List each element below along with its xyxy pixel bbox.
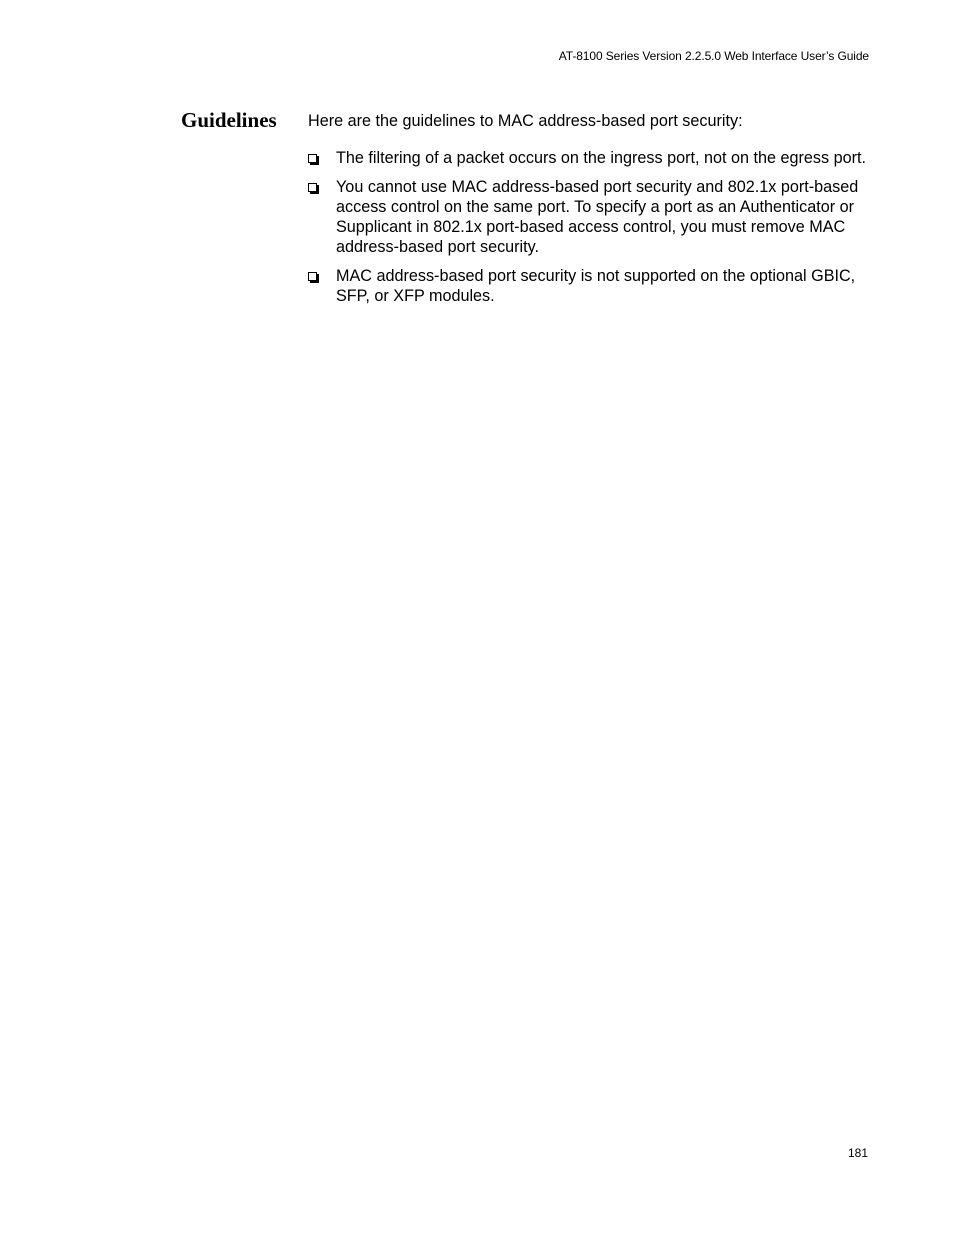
square-bullet-icon bbox=[308, 272, 317, 281]
intro-paragraph: Here are the guidelines to MAC address-based port security: bbox=[308, 112, 743, 130]
list-item-text: The filtering of a packet occurs on the ingress port, not on the egress port. bbox=[336, 149, 866, 168]
list-item-text: MAC address-based port security is not supported on the optional GBIC, SFP, or XFP modules. bbox=[336, 266, 856, 306]
square-bullet-icon bbox=[308, 154, 317, 163]
guidelines-list bbox=[308, 148, 873, 306]
page-number: 181 bbox=[847, 1146, 868, 1160]
section-body bbox=[308, 111, 873, 314]
list-item bbox=[308, 148, 873, 168]
list-item bbox=[308, 266, 873, 307]
square-bullet-icon bbox=[308, 183, 317, 192]
section-heading: Guidelines bbox=[181, 108, 277, 132]
list-item-text: You cannot use MAC address-based port security and 802.1x port-based access control on the same port. To specify a port as an Authenticator or Supplicant in 802.1x port-based access control, you must remove MAC address-based port security. bbox=[336, 177, 859, 257]
running-header: AT-8100 Series Version 2.2.5.0 Web Interface User’s Guide bbox=[558, 49, 869, 63]
list-item bbox=[308, 177, 873, 258]
